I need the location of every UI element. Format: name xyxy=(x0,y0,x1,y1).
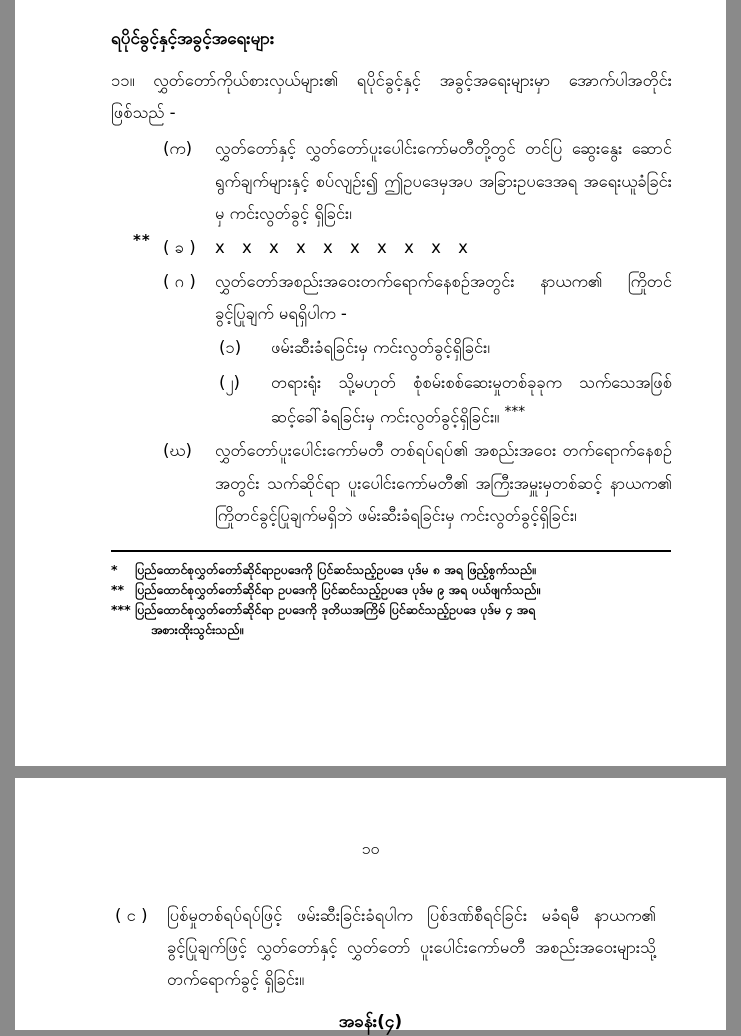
footnote-marker-double-star: ** xyxy=(133,230,151,249)
subclause-text-content: တရားရုံး သို့မဟုတ် စုံစမ်းစစ်ဆေးမှုတစ်ခုခုက သက်သေအဖြစ် ဆင့်ခေါ်ခံရခြင်းမှ ကင်းလွတ်ခွင့်ရှိခြင်း။ xyxy=(271,372,672,427)
footnote-text: ပြည်ထောင်စုလွှတ်တော်ဆိုင်ရာ ဥပဒေကို ပြင်ဆင်သည့်ဥပဒေ ပုဒ်မ ၉ အရ ပယ်ဖျက်သည်။ xyxy=(135,581,541,597)
clause-nga xyxy=(159,435,672,532)
footnote-text: ပြည်ထောင်စုလွှတ်တော်ဆိုင်ရာဥပဒေကို ပြင်ဆင်သည့်ဥပဒေ ပုဒ်မ ၈ အရ ဖြည့်စွက်သည်။ xyxy=(135,561,536,577)
subclause-label: (၁) xyxy=(219,338,242,358)
document-page-2 xyxy=(15,778,726,1030)
footnote-marker-triple-star: *** xyxy=(504,403,526,420)
clause-ka xyxy=(159,133,672,230)
footnote-text-line1: ပြည်ထောင်စုလွှတ်တော်ဆိုင်ရာ ဥပဒေကို ဒုတိယအကြိမ် ပြင်ဆင်သည့်ဥပဒေ ပုဒ်မ ၄ အရ xyxy=(135,601,536,617)
subclause-label: (၂) xyxy=(219,372,240,392)
subclause-2 xyxy=(215,367,672,434)
clause-text: လွှတ်တော်ပူးပေါင်းကော်မတီ တစ်ရပ်ရပ်၏ အစည်းအဝေး တက်ရောက်နေစဉ်အတွင်း သက်ဆိုင်ရာ ပူးပေါင်းကော်မတီ၏ အကြီးအမှူးမှတစ်ဆင့် နာယက၏ ကြိုတင်ခွင့်ပြုချက်မရှိဘဲ ဖမ်းဆီးခံရခြင်းမှ ကင်းလွတ်ခွင့်ရှိခြင်း၊ xyxy=(215,441,672,525)
subclause-1 xyxy=(215,332,672,364)
footnote-item xyxy=(111,580,666,600)
clause-nga2 xyxy=(115,900,656,997)
section-heading: ရပိုင်ခွင့်နှင့်အခွင့်အရေးများ xyxy=(111,29,275,49)
clause-kha xyxy=(133,230,672,264)
footnote-divider xyxy=(111,550,671,552)
footnote-item xyxy=(111,600,666,640)
paragraph-11: ၁၁။ လွှတ်တော်ကိုယ်စားလှယ်များ၏ ရပိုင်ခွင့်နှင့် အခွင့်အရေးများမှာ အောက်ပါအတိုင်း ဖြစ်သည် - xyxy=(111,71,672,123)
clause-label: ( င ) xyxy=(115,906,148,925)
chapter-title: အခန်း(၄) xyxy=(338,1011,403,1032)
document-page-1 xyxy=(15,6,726,766)
clause-text: လွှတ်တော်နှင့် လွှတ်တော်ပူးပေါင်းကော်မတီတို့တွင် တင်ပြ ဆွေးနွေး ဆောင် ရွက်ချက်များနှင့် စပ်လျဉ်း၍ ဤဥပဒေမှအပ အခြားဥပဒေအရ အရေးယူခံခြင်းမှ ကင်းလွတ်ခွင့် ရှိခြင်း၊ xyxy=(215,139,672,223)
clause-text-redacted: x x x x x x x x x x xyxy=(215,237,474,257)
clause-text: ပြစ်မှုတစ်ရပ်ရပ်ဖြင့် ဖမ်းဆီးခြင်းခံရပါက ပြစ်ဒဏ်စီရင်ခြင်း မခံရမီ နာယက၏ ခွင့်ပြုချက်ဖြင့် လွှတ်တော်နှင့် လွှတ်တော် ပူးပေါင်းကော်မတီ အစည်းအဝေးများသို့ တက်ရောက်ခွင့် ရှိခြင်း။ xyxy=(167,906,656,990)
footnote-mark: *** xyxy=(111,601,131,617)
clause-ga xyxy=(159,266,672,330)
page-gap xyxy=(0,766,741,778)
page-number: ၁၀ xyxy=(361,839,380,858)
clause-label: (ဃ) xyxy=(163,441,192,461)
footnote-mark: * xyxy=(111,561,118,577)
footnote-text xyxy=(135,600,666,640)
subclause-text: ဖမ်းဆီးခံရခြင်းမှ ကင်းလွတ်ခွင့်ရှိခြင်း၊ xyxy=(271,338,490,358)
clause-text: လွှတ်တော်အစည်းအဝေးတက်ရောက်နေစဉ်အတွင်း နာယက၏ ကြိုတင်ခွင့်ပြုချက် မရရှိပါက - xyxy=(215,272,672,324)
footnote-text-line2: အစားထိုးသွင်းသည်။ xyxy=(151,621,244,637)
footnote-list xyxy=(111,560,666,640)
clause-label: ( ခ ) xyxy=(163,237,196,257)
footnote-item xyxy=(111,560,666,580)
subclause-text xyxy=(271,367,672,434)
clause-label: ( ဂ ) xyxy=(163,272,196,292)
footnote-mark: ** xyxy=(111,581,125,597)
clause-label: (က) xyxy=(163,139,193,159)
